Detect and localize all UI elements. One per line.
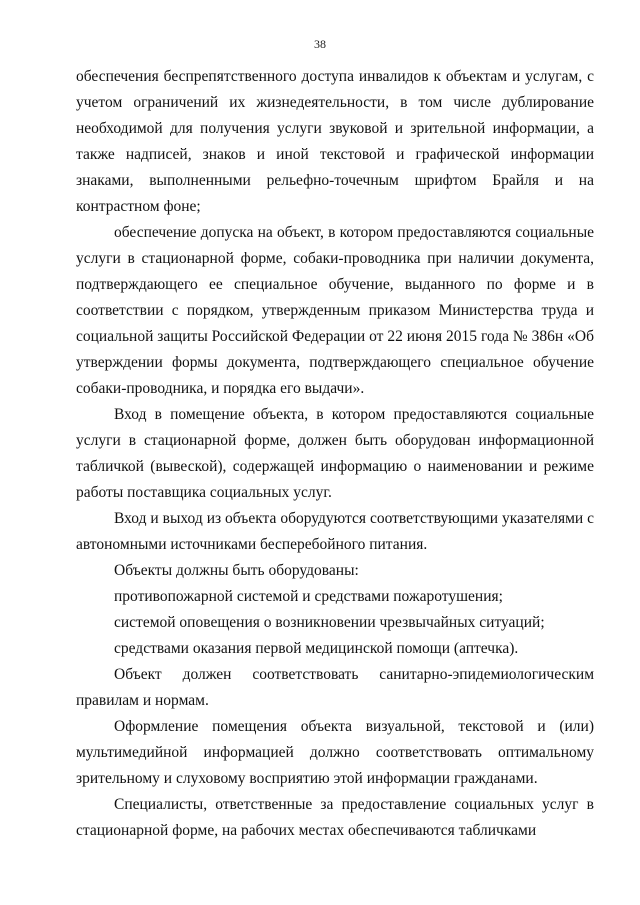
paragraph-entrance-signage: Вход в помещение объекта, в котором предоставляются социальные услуги в стационарной форме, должен быть оборудован информационной табличкой (вывеской), содержащей информацию о наименовании и режиме работы поставщика социальных услуг.: [76, 406, 594, 501]
paragraph-specialists-plates: Специалисты, ответственные за предоставление социальных услуг в стационарной форме, на рабочих местах обеспечиваются табличками: [76, 796, 594, 839]
paragraph-fire-system: противопожарной системой и средствами пожаротушения;: [114, 588, 503, 605]
paragraph-accessibility-braille: обеспечения беспрепятственного доступа инвалидов к объектам и услугам, с учетом ограничений их жизнедеятельности, в том числе дублирование необходимой для получения услуги звуковой и зрительной информации, а также надписей, знаков и иной текстовой и графической информации знаками, выполненными рельефно-точечным шрифтом Брайля и на контрастном фоне;: [76, 68, 594, 215]
paragraph-room-information: Оформление помещения объекта визуальной, текстовой и (или) мультимедийной информацией должно соответствовать оптимальному зрительному и слуховому восприятию этой информации гражданами.: [76, 718, 594, 787]
paragraph-emergency-notification: системой оповещения о возникновении чрезвычайных ситуаций;: [114, 614, 545, 631]
document-body: [76, 64, 594, 844]
paragraph-guide-dog-access: обеспечение допуска на объект, в котором предоставляются социальные услуги в стационарной форме, собаки-проводника при наличии документа, подтверждающего ее специальное обучение, выданного по форме и в соответствии с порядком, утвержденным приказом Министерства труда и социальной защиты Российской Федерации от 22 июня 2015 года № 386н «Об утверждении формы документа, подтверждающего специальное обучение собаки-проводника, и порядка его выдачи».: [76, 224, 594, 397]
paragraph-sanitary-rules: Объект должен соответствовать санитарно-эпидемиологическим правилам и нормам.: [76, 666, 594, 709]
paragraph-entrance-exit-indicators: Вход и выход из объекта оборудуются соответствующими указателями с автономными источниками бесперебойного питания.: [76, 510, 594, 553]
page-number: 38: [314, 37, 326, 51]
paragraph-first-aid: средствами оказания первой медицинской помощи (аптечка).: [114, 640, 519, 657]
paragraph-equipment-intro: Объекты должны быть оборудованы:: [114, 562, 359, 579]
